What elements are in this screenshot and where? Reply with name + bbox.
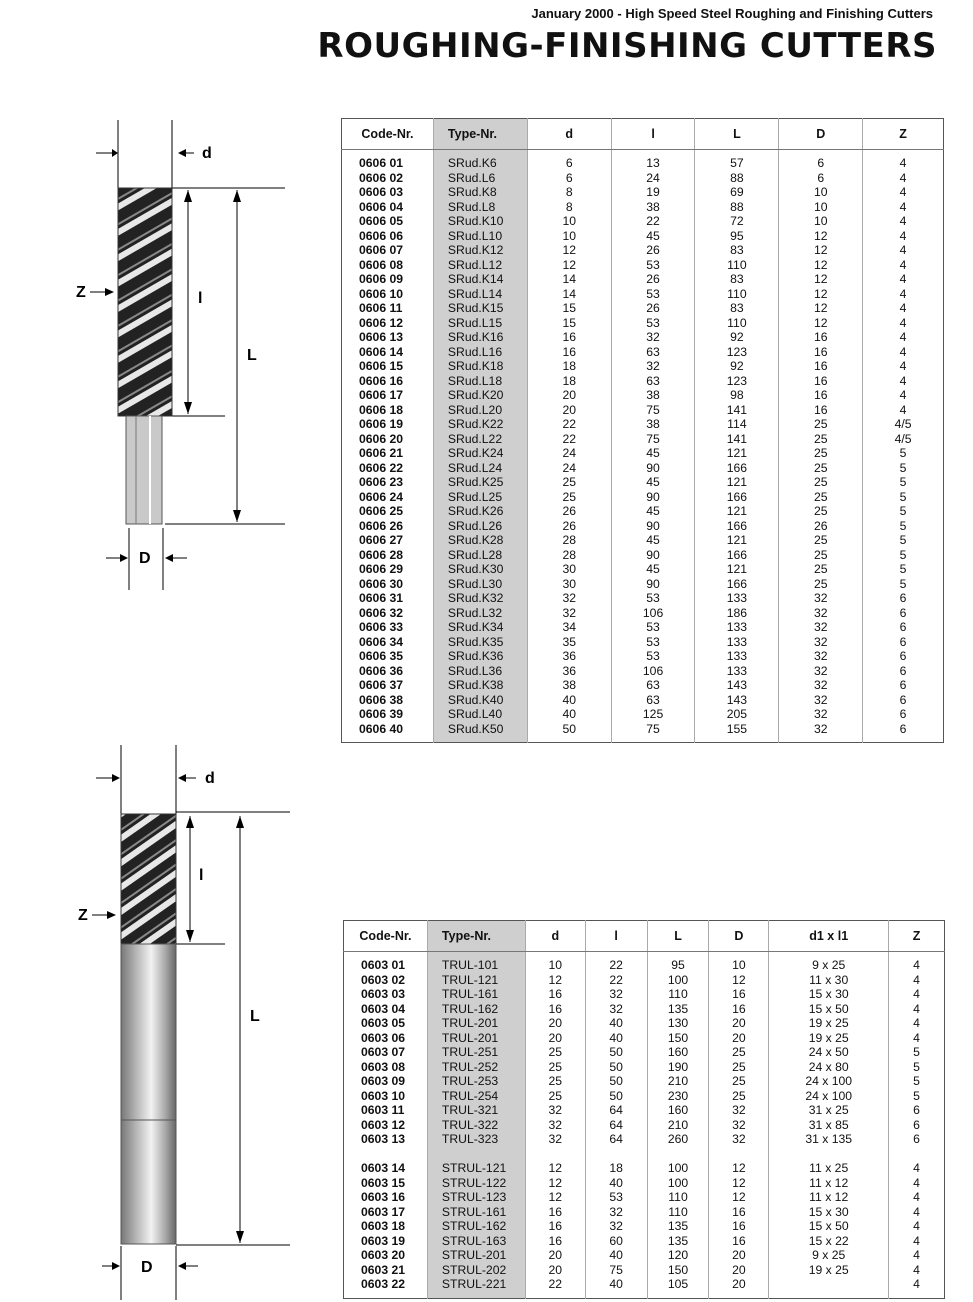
column-cell: 22 22 32 32 40 40 50 50 50 50 64 64 64 18 40 53 32 32 60 40 75 40 [585,952,647,1299]
column-cell: 13 24 19 38 22 45 26 53 26 53 26 53 32 63 32 63 38 75 38 75 45 90 45 90 45 90 45 90 45 90 53 106 53 53 53 106 63 63 125 75 [611,150,695,743]
column-cell: 0603 01 0603 02 0603 03 0603 04 0603 05 0603 06 0603 07 0603 08 0603 09 0603 10 0603 11 0603 12 0603 13 0603 14 0603 15 0603 16 0603 17 0603 18 0603 19 0603 20 0603 21 0603 22 [361,958,406,1291]
column-cell: TRUL-101 TRUL-121 TRUL-161 TRUL-162 TRUL-201 TRUL-201 TRUL-251 TRUL-252 TRUL-253 TRUL-254 TRUL-321 TRUL-322 TRUL-323 STRUL-121 STRUL-122 STRUL-123 STRUL-161 STRUL-162 STRUL-163 STRUL-201 STRUL-202 STRUL-221 [427,952,525,1299]
column-header: L [695,119,779,150]
column-cell: 6 6 8 8 10 10 12 12 14 14 15 15 16 16 18 18 20 20 22 22 24 24 25 25 26 26 28 28 30 30 32 32 34 35 36 36 38 40 40 50 [527,150,611,743]
dim-Z-label: Z [76,284,86,301]
column-header: l [611,119,695,150]
dim-l-label: l [198,290,203,307]
dim-D-label-2: D [141,1259,153,1276]
column-header: D [779,119,863,150]
column-cell: 57 88 69 88 72 95 83 110 83 110 83 110 92 123 92 123 98 141 114 141 121 166 121 166 121 166 121 166 121 166 133 186 133 133 133 133 143 143 205 155 [695,150,779,743]
spec-table-trul [343,920,945,1299]
column-header: d [525,921,585,952]
column-header: D [709,921,769,952]
page-subtitle: January 2000 - High Speed Steel Roughing and Finishing Cutters [531,6,933,21]
dim-L-label: L [247,347,257,364]
column-cell: 4 4 4 4 4 4 5 5 5 5 6 6 6 4 4 4 4 4 4 4 4 4 [889,952,945,1299]
dim-L-label-2: L [250,1008,260,1025]
column-cell: 10 12 16 16 20 20 25 25 25 25 32 32 32 12 12 12 16 16 16 20 20 22 [525,952,585,1299]
column-header: d1 x l1 [769,921,889,952]
column-cell: 9 x 25 11 x 30 15 x 30 15 x 50 19 x 25 19 x 25 24 x 50 24 x 80 24 x 100 24 x 100 31 x 25 31 x 85 31 x 135 11 x 25 11 x 12 11 x 12 15 x 30 15 x 50 15 x 22 9 x 25 19 x 25 [769,952,889,1299]
column-cell: SRud.K6 SRud.L6 SRud.K8 SRud.L8 SRud.K10 SRud.L10 SRud.K12 SRud.L12 SRud.K14 SRud.L14 SRud.K15 SRud.L15 SRud.K16 SRud.L16 SRud.K18 SRud.L18 SRud.K20 SRud.L20 SRud.K22 SRud.L22 SRud.K24 SRud.L24 SRud.K25 SRud.L25 SRud.K26 SRud.L26 SRud.K28 SRud.L28 SRud.K30 SRud.L30 SRud.K32 SRud.L32 SRud.K34 SRud.K35 SRud.K36 SRud.L36 SRud.K38 SRud.K40 SRud.L40 SRud.K50 [433,150,527,743]
column-header: Code-Nr. [344,921,428,952]
column-header: Z [863,119,944,150]
dim-d-label: d [202,145,212,162]
column-header: Type-Nr. [427,921,525,952]
column-cell: 4 4 4 4 4 4 4 4 4 4 4 4 4 4 4 4 4 4 4/5 4/5 5 5 5 5 5 5 5 5 5 5 6 6 6 6 6 6 6 6 6 6 [863,150,944,743]
cutter-drawing-2 [0,740,300,1302]
dim-Z-label-2: Z [78,907,88,924]
dim-d-label-2: d [205,770,215,787]
column-header: L [647,921,709,952]
column-cell: 95 100 110 135 130 150 160 190 210 230 160 210 260 100 100 110 110 135 135 120 150 105 [647,952,709,1299]
cutter-drawing-1 [0,110,300,590]
spec-table-srud [341,118,944,743]
page-title: ROUGHING-FINISHING CUTTERS [317,26,937,66]
column-header: l [585,921,647,952]
column-header: d [527,119,611,150]
column-header: Code-Nr. [342,119,434,150]
dim-l-label-2: l [199,867,204,884]
dim-D-label: D [139,550,151,567]
column-cell: 10 12 16 16 20 20 25 25 25 25 32 32 32 12 12 12 16 16 16 20 20 20 [709,952,769,1299]
column-cell: 6 6 10 10 10 12 12 12 12 12 12 12 16 16 16 16 16 16 25 25 25 25 25 25 25 26 25 25 25 25 32 32 32 32 32 32 32 32 32 32 [779,150,863,743]
column-header: Type-Nr. [433,119,527,150]
column-cell: 0606 01 0606 02 0606 03 0606 04 0606 05 0606 06 0606 07 0606 08 0606 09 0606 10 0606 11 0606 12 0606 13 0606 14 0606 15 0606 16 0606 17 0606 18 0606 19 0606 20 0606 21 0606 22 0606 23 0606 24 0606 25 0606 26 0606 27 0606 28 0606 29 0606 30 0606 31 0606 32 0606 33 0606 34 0606 35 0606 36 0606 37 0606 38 0606 39 0606 40 [359,156,404,736]
column-header: Z [889,921,945,952]
